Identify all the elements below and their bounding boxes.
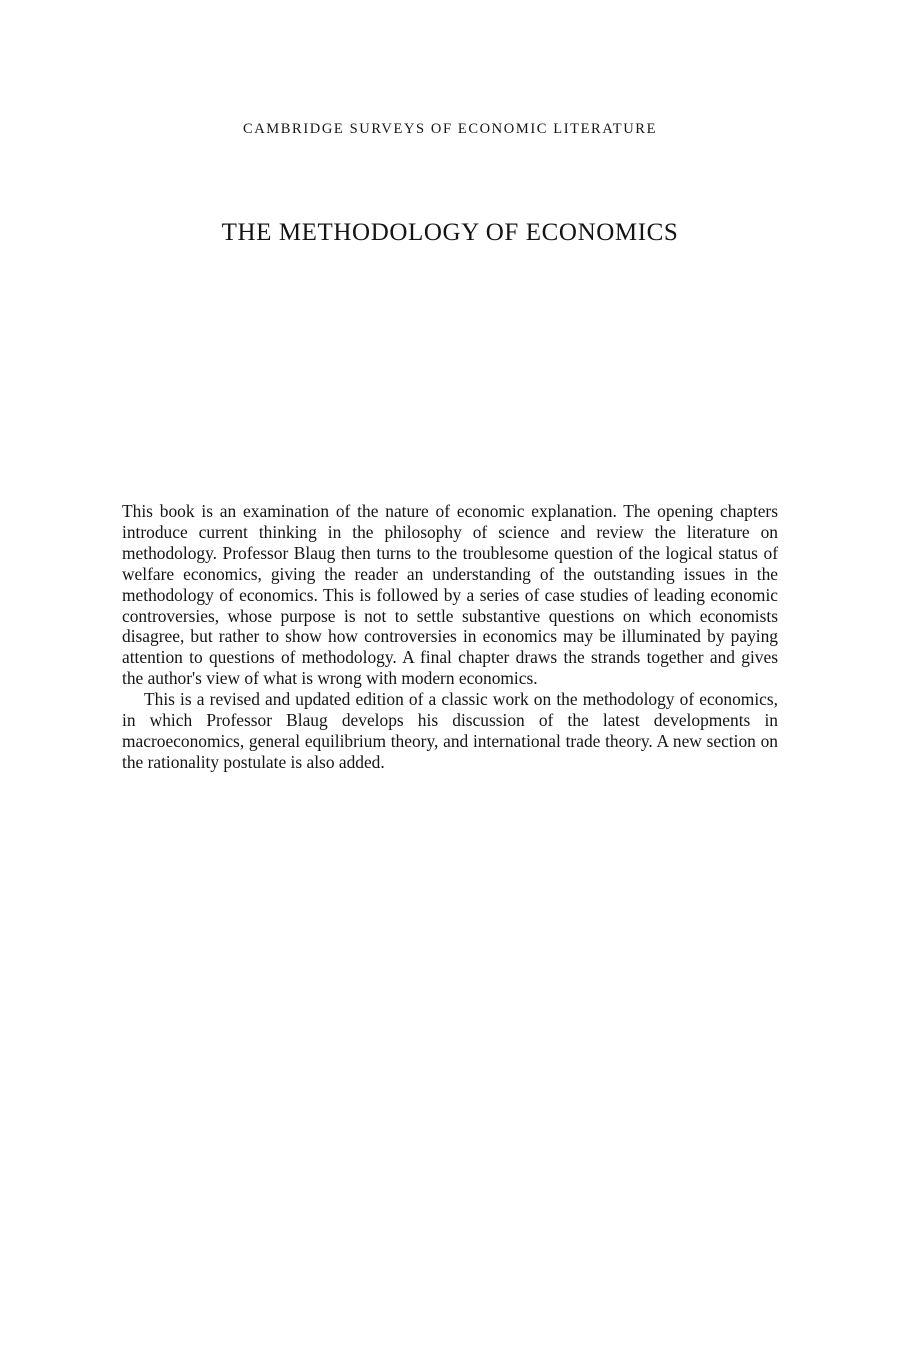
book-title: THE METHODOLOGY OF ECONOMICS bbox=[221, 219, 679, 246]
series-title: CAMBRIDGE SURVEYS OF ECONOMIC LITERATURE bbox=[242, 121, 658, 137]
description-paragraph-2: This is a revised and updated edition of a classic work on the methodology of economics, in which Professor Blaug develops his discussion of the latest developments in macroeconomics, general equilibrium theory, and international trade theory. A new section on the rationality postulate is also added. bbox=[122, 689, 778, 772]
book-description bbox=[122, 501, 778, 773]
description-paragraph-1: This book is an examination of the nature of economic explanation. The opening chapters introduce current thinking in the philosophy of science and review the literature on methodology. Professor Blaug then turns to the troublesome question of the logical status of welfare economics, giving the reader an understanding of the outstanding issues in the methodology of economics. This is followed by a series of case studies of leading economic controversies, whose purpose is not to settle substantive questions on which economists disagree, but rather to show how controversies in economics may be illuminated by paying attention to questions of methodology. A final chapter draws the strands together and gives the author's view of what is wrong with modern economics. bbox=[122, 501, 778, 689]
